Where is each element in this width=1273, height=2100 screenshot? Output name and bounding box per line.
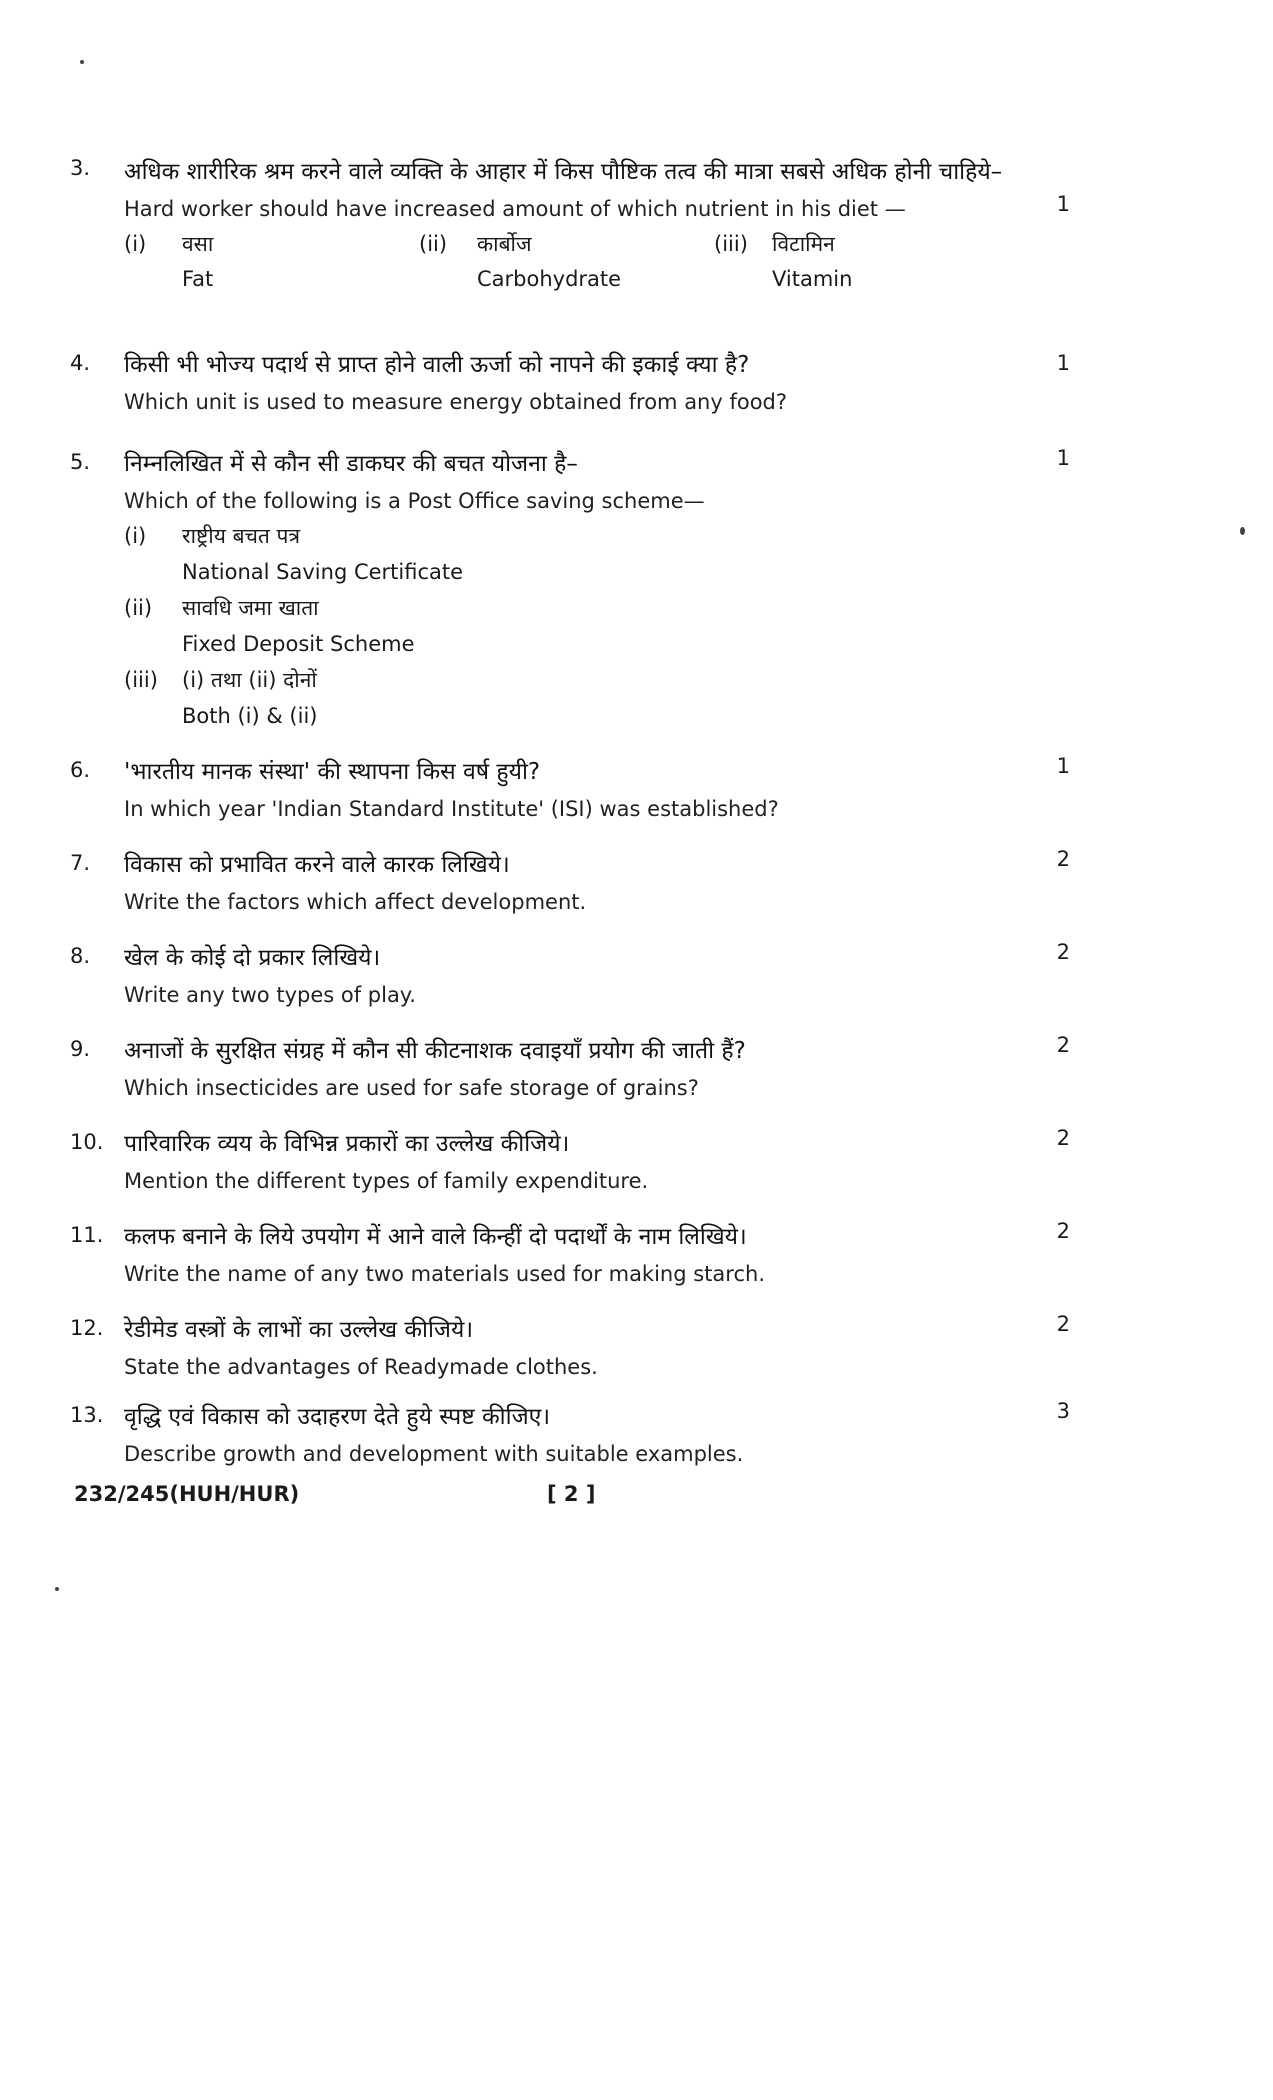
question-number: 5. xyxy=(70,450,91,474)
question-text-english: Describe growth and development with suitable examples. xyxy=(124,1442,744,1466)
question-text-hindi: निम्नलिखित में से कौन सी डाकघर की बचत योजना है– xyxy=(124,451,578,477)
question-number: 11. xyxy=(70,1223,104,1247)
question-number: 6. xyxy=(70,758,91,782)
options-row xyxy=(124,226,1070,262)
page-number: [ 2 ] xyxy=(547,1482,596,1506)
question-text-english: Which unit is used to measure energy obtained from any food? xyxy=(124,390,788,414)
marks: 1 xyxy=(1056,446,1070,470)
question-5 xyxy=(70,444,1070,734)
option-1: (i) राष्ट्रीय बचत पत्र xyxy=(124,524,301,548)
question-13 xyxy=(70,1397,1070,1471)
question-3 xyxy=(70,152,1070,296)
question-4 xyxy=(70,345,1070,419)
option-1: (i) वसा xyxy=(124,232,214,256)
options-list: (i) राष्ट्रीय बचत पत्र National Saving Certificate (ii) सावधि जमा खाता Fixed Deposit Scheme (iii) (i) तथा (ii) दोनों Both (i) & (ii) xyxy=(124,518,1070,734)
question-text-hindi: अनाजों के सुरक्षित संग्रह में कौन सी कीटनाशक दवाइयाँ प्रयोग की जाती हैं? xyxy=(124,1038,746,1064)
question-text-hindi: अधिक शारीरिक श्रम करने वाले व्यक्ति के आहार में किस पौष्टिक तत्व की मात्रा सबसे अधिक होनी चाहिये– xyxy=(124,159,1003,185)
question-10 xyxy=(70,1124,1070,1198)
question-8 xyxy=(70,938,1070,1012)
question-text-hindi: किसी भी भोज्य पदार्थ से प्राप्त होने वाली ऊर्जा को नापने की इकाई क्या है? xyxy=(124,352,750,378)
question-number: 8. xyxy=(70,944,91,968)
marks: 2 xyxy=(1056,1312,1070,1336)
marks: 2 xyxy=(1056,1033,1070,1057)
question-text-english: Which insecticides are used for safe storage of grains? xyxy=(124,1076,699,1100)
question-number: 4. xyxy=(70,351,91,375)
question-text-hindi: 'भारतीय मानक संस्था' की स्थापना किस वर्ष हुयी? xyxy=(124,759,541,785)
paper-code: 232/245(HUH/HUR) xyxy=(74,1482,300,1506)
question-7 xyxy=(70,845,1070,919)
question-text-hindi: रेडीमेड वस्त्रों के लाभों का उल्लेख कीजिये। xyxy=(124,1317,474,1343)
option-3: (iii) विटामिन xyxy=(714,232,835,256)
question-6 xyxy=(70,752,1070,826)
question-text-hindi: वृद्धि एवं विकास को उदाहरण देते हुये स्पष्ट कीजिए। xyxy=(124,1404,551,1430)
option-2: (ii) सावधि जमा खाता xyxy=(124,596,319,620)
question-9 xyxy=(70,1031,1070,1105)
question-12 xyxy=(70,1310,1070,1384)
scan-speck xyxy=(80,60,84,64)
question-text-hindi: पारिवारिक व्यय के विभिन्न प्रकारों का उल्लेख कीजिये। xyxy=(124,1131,570,1157)
question-number: 3. xyxy=(70,156,91,180)
scan-speck xyxy=(55,1587,59,1591)
question-text-english: Write the factors which affect development. xyxy=(124,890,587,914)
marks: 2 xyxy=(1056,940,1070,964)
question-text-english: State the advantages of Readymade clothes. xyxy=(124,1355,598,1379)
question-11 xyxy=(70,1217,1070,1291)
option-2: (ii) कार्बोज xyxy=(419,232,532,256)
marks: 1 xyxy=(1056,351,1070,375)
question-number: 9. xyxy=(70,1037,91,1061)
question-text-english: Which of the following is a Post Office saving scheme— xyxy=(124,489,705,513)
question-number: 12. xyxy=(70,1316,104,1340)
question-number: 7. xyxy=(70,851,91,875)
question-text-english: Mention the different types of family expenditure. xyxy=(124,1169,649,1193)
question-number: 10. xyxy=(70,1130,104,1154)
marks: 2 xyxy=(1056,1126,1070,1150)
option-3: (iii) (i) तथा (ii) दोनों xyxy=(124,668,317,692)
question-text-hindi: विकास को प्रभावित करने वाले कारक लिखिये। xyxy=(124,852,510,878)
question-text-hindi: खेल के कोई दो प्रकार लिखिये। xyxy=(124,945,381,971)
question-text-english: Write the name of any two materials used for making starch. xyxy=(124,1262,765,1286)
question-number: 13. xyxy=(70,1403,104,1427)
marks: 1 xyxy=(1056,754,1070,778)
question-text-english: In which year 'Indian Standard Institute' (ISI) was established? xyxy=(124,797,779,821)
options-english-row: Fat Carbohydrate Vitamin xyxy=(182,267,853,291)
question-text-english: Hard worker should have increased amount of which nutrient in his diet — xyxy=(124,197,906,221)
question-text-hindi: कलफ बनाने के लिये उपयोग में आने वाले किन्हीं दो पदार्थों के नाम लिखिये। xyxy=(124,1224,747,1250)
marks: 2 xyxy=(1056,1219,1070,1243)
scan-speck xyxy=(1240,527,1245,535)
marks: 1 xyxy=(1056,192,1070,216)
marks: 3 xyxy=(1056,1399,1070,1423)
question-text-english: Write any two types of play. xyxy=(124,983,416,1007)
marks: 2 xyxy=(1056,847,1070,871)
